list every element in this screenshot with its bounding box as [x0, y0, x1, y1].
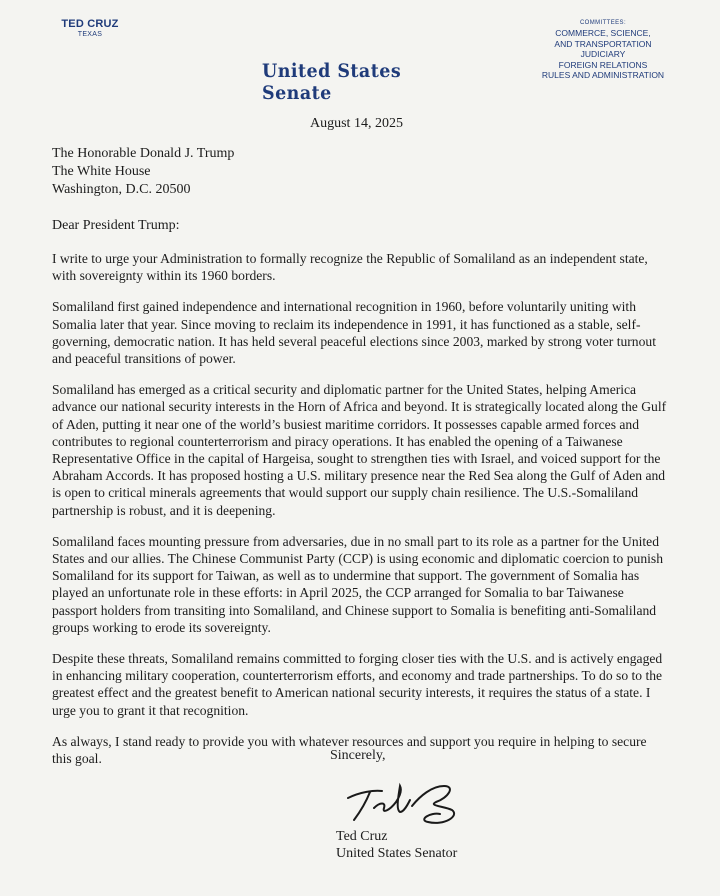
- signatory-name: Ted Cruz: [336, 829, 388, 844]
- body-paragraph: Somaliland faces mounting pressure from adversaries, due in no small part to its role as a partner for the United States and our allies. The Chinese Communist Party (CCP) is using economic and diplomatic coercion to punish Somaliland for its support for Taiwan, as well as to undermine that support. The government of Somalia has played an unfortunate role in these efforts: in April 2025, the CCP arranged for Somalia to bar Taiwanese passport holders from transiting into Somaliland, and Chinese support to Somalia is benefiting anti-Somaliland groups working to erode its sovereignty.: [52, 533, 664, 635]
- sender-block: [40, 18, 140, 38]
- letter-date: August 14, 2025: [310, 116, 403, 131]
- handwritten-signature: [340, 776, 470, 826]
- senate-letterhead-title: United States Senate: [262, 60, 402, 104]
- closing: Sincerely,: [330, 748, 386, 763]
- salutation: Dear President Trump:: [52, 218, 180, 233]
- body-paragraph: Somaliland first gained independence and international recognition in 1960, before voluntarily uniting with Somalia later that year. Since moving to reclaim its independence in 1991, it has functioned as a stable, self-governing, democratic nation. It has held several peaceful elections since 2003, marked by strong voter turnout and peaceful transitions of power.: [52, 299, 656, 367]
- committee-item: JUDICIARY: [580, 49, 626, 59]
- body-paragraph: Despite these threats, Somaliland remains committed to forging closer ties with the U.S. and is actively engaged in enhancing military cooperation, counterterrorism efforts, and economy and trade partnerships. To do so to the greatest effect and the greatest benefit to American national security interests, it requires the status of a state. I urge you to grant it that recognition.: [52, 651, 663, 718]
- committee-item: AND TRANSPORTATION: [554, 38, 652, 49]
- recipient-line: The Honorable Donald J. Trump: [52, 146, 235, 161]
- body-paragraph: As always, I stand ready to provide you with whatever resources and support you require in helping to secure this goal.: [52, 733, 647, 767]
- committee-item: RULES AND ADMINISTRATION: [541, 70, 665, 80]
- recipient-line: Washington, D.C. 20500: [52, 182, 191, 197]
- signatory-title: United States Senator: [336, 846, 458, 861]
- letter-body: [52, 250, 667, 781]
- committees-heading: COMMITTEES:: [579, 20, 627, 26]
- signature-block: [336, 828, 457, 862]
- committees-block: [528, 20, 678, 81]
- body-paragraph: I write to urge your Administration to formally recognize the Republic of Somaliland as an independent state, with sovereignty within its 1960 borders.: [52, 251, 648, 284]
- committee-item: FOREIGN RELATIONS: [558, 59, 648, 70]
- recipient-address: [52, 145, 234, 199]
- body-paragraph: Somaliland has emerged as a critical security and diplomatic partner for the United States, helping America advance our national security interests in the Horn of Africa and beyond. It is strategically located along the Gulf of Aden, putting it near one of the world’s busiest maritime corridors. It possesses capable armed forces and contributes to regional counterterrorism and piracy operations. It has enabled the opening of a Taiwanese Representative Office in the capital of Hargeisa, sought to strengthen ties with Israel, and voiced support for the Abraham Accords. It has proposed hosting a U.S. military presence near the Red Sea along the Gulf of Aden and is open to critical minerals agreements that would support our supply chain resilience. The U.S.-Somaliland partnership is robust, and it is deepening.: [52, 382, 667, 518]
- recipient-line: The White House: [52, 164, 151, 179]
- sender-state: TEXAS: [77, 31, 103, 38]
- committee-item: COMMERCE, SCIENCE,: [555, 28, 651, 38]
- sender-name: TED CRUZ: [61, 18, 119, 30]
